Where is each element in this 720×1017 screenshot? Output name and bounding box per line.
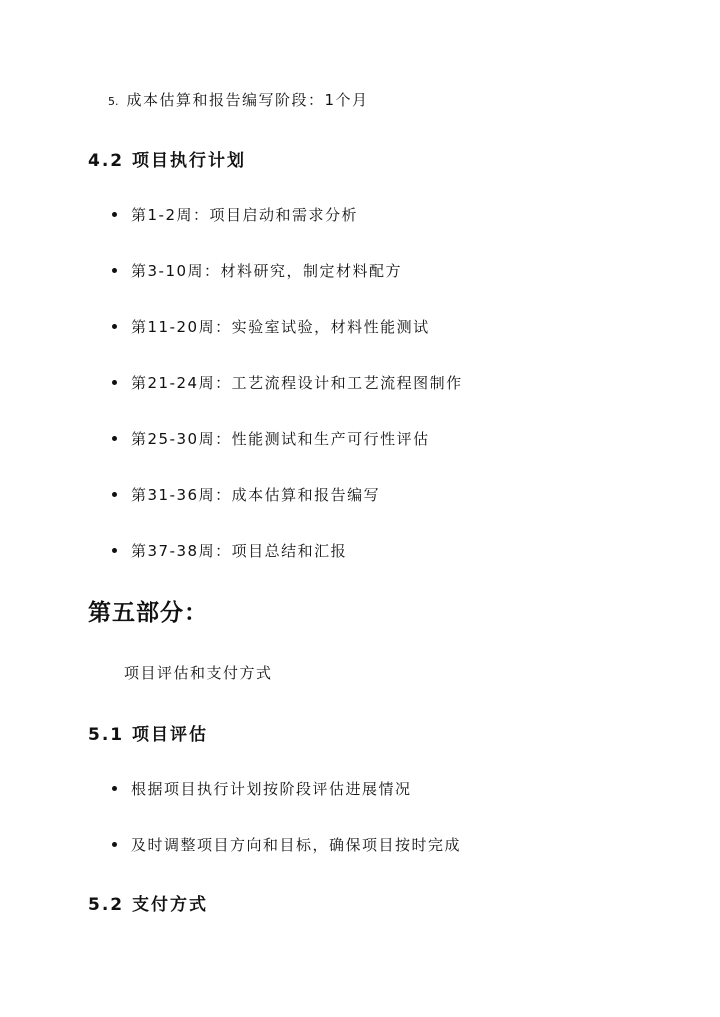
bullet-icon: [112, 268, 117, 273]
bullet-text: 第1-2周：项目启动和需求分析: [131, 206, 359, 224]
bullet-icon: [112, 548, 117, 553]
bullet-text: 第11-20周：实验室试验，材料性能测试: [131, 318, 430, 336]
bullet-text: 第31-36周：成本估算和报告编写: [131, 486, 381, 504]
bullet-icon: [112, 786, 117, 791]
section-heading-4-2: 4.2 项目执行计划: [88, 151, 247, 171]
bullet-icon: [112, 842, 117, 847]
bullet-text: 第3-10周：材料研究，制定材料配方: [131, 262, 403, 280]
item-text: 成本估算和报告编写阶段：1个月: [126, 91, 369, 109]
part-heading: 第五部分：: [88, 600, 208, 626]
paragraph: 项目评估和支付方式: [124, 664, 273, 682]
bullet-text: 第21-24周：工艺流程设计和工艺流程图制作: [131, 374, 463, 392]
bullet-item: [112, 316, 430, 337]
bullet-item: [112, 834, 461, 855]
section-heading-5-2: 5.2 支付方式: [88, 895, 209, 915]
bullet-item: [112, 204, 358, 225]
bullet-icon: [112, 436, 117, 441]
bullet-icon: [112, 324, 117, 329]
item-number: 5.: [108, 95, 119, 108]
bullet-icon: [112, 492, 117, 497]
numbered-item: [108, 89, 369, 110]
bullet-text: 及时调整项目方向和目标，确保项目按时完成: [131, 836, 462, 854]
bullet-item: [112, 484, 380, 505]
bullet-item: [112, 540, 347, 561]
bullet-item: [112, 778, 412, 799]
bullet-item: [112, 260, 402, 281]
section-heading-5-1: 5.1 项目评估: [88, 725, 209, 745]
bullet-text: 第37-38周：项目总结和汇报: [131, 542, 348, 560]
bullet-text: 第25-30周：性能测试和生产可行性评估: [131, 430, 430, 448]
bullet-item: [112, 428, 430, 449]
bullet-item: [112, 372, 463, 393]
bullet-text: 根据项目执行计划按阶段评估进展情况: [131, 780, 412, 798]
bullet-icon: [112, 212, 117, 217]
bullet-icon: [112, 380, 117, 385]
